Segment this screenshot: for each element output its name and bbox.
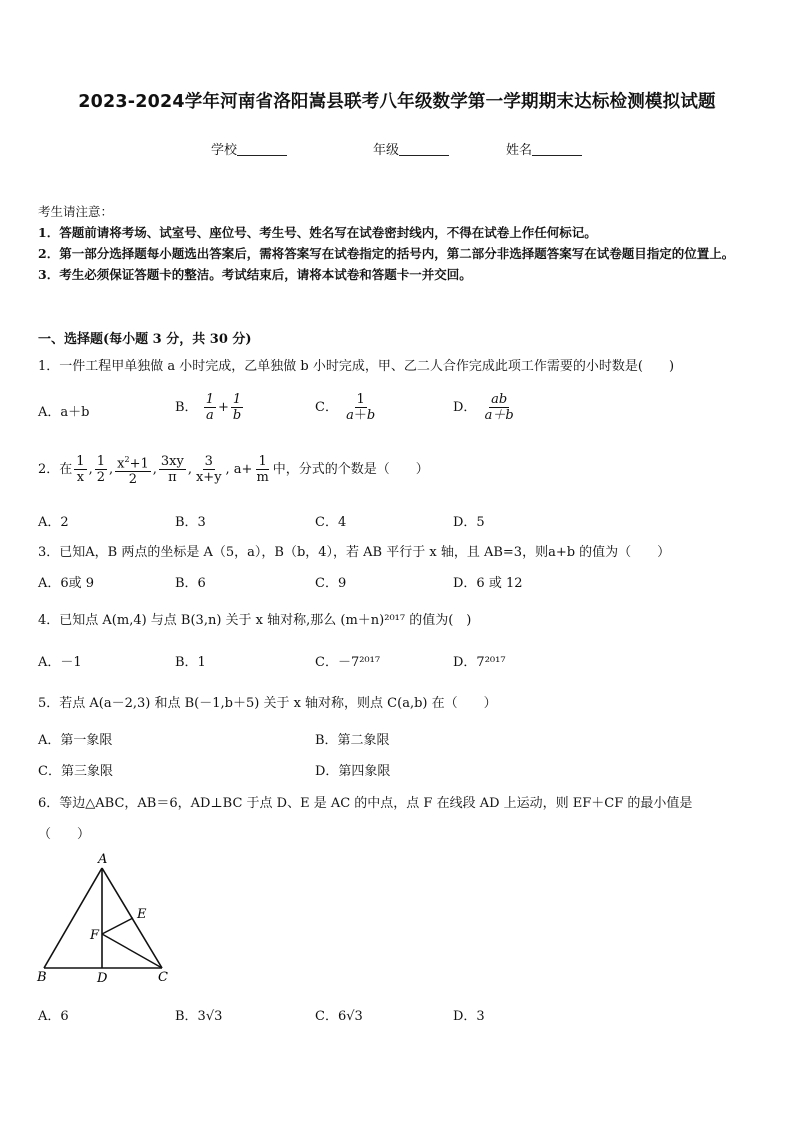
question-2-stem: 2．在 $\frac{1}{x}$ , $\frac{1}{2}$ , $\frac{x^2+1}{2}$ , $\frac{3xy}{\pi}$ , $\frac{3}{x+y}$ , a+ $\frac{1}{m}$ 中，分式的个数是（ ） <box>38 452 763 487</box>
q6-option-d[interactable]: D．3 <box>453 1009 485 1024</box>
q2-option-b[interactable]: B．3 <box>175 515 206 530</box>
label-f: F <box>90 928 100 943</box>
q3-option-a[interactable]: A．6或 9 <box>38 576 95 591</box>
notice-item: 2．第一部分选择题每小题选出答案后，需将答案写在试卷指定的括号内，第二部分非选择题答案写在试卷题目指定的位置上。 <box>38 246 735 261</box>
q6-option-b[interactable]: B．3√3 <box>175 1009 223 1024</box>
q5-option-d[interactable]: D．第四象限 <box>315 764 391 779</box>
name-blank[interactable] <box>532 143 582 156</box>
school-blank[interactable] <box>237 143 287 156</box>
q1-option-b[interactable]: B． $\frac{1}{a}$ + $\frac{1}{b}$ <box>175 392 242 423</box>
notice-heading: 考生请注意： <box>38 204 114 219</box>
school-field <box>211 139 287 158</box>
q5-option-b[interactable]: B．第二象限 <box>315 733 390 748</box>
q2-option-a[interactable]: A．2 <box>38 515 69 530</box>
q4-option-b[interactable]: B．1 <box>175 655 206 670</box>
q6-option-c[interactable]: C．6√3 <box>315 1009 363 1024</box>
question-3-stem: 3．已知A，B 两点的坐标是 A（5，a），B（b，4），若 AB 平行于 x 轴，且 AB=3，则a+b 的值为（ ） <box>38 545 671 560</box>
grade-field <box>373 139 449 158</box>
notice-item: 3．考生必须保证答题卡的整洁。考试结束后，请将本试卷和答题卡一并交回。 <box>38 267 472 282</box>
label-b: B <box>37 970 47 985</box>
q4-option-a[interactable]: A．－1 <box>38 655 82 670</box>
q1-option-c[interactable]: C． $\frac{1}{a+b}$ <box>315 392 376 423</box>
q1-option-d[interactable]: D． $\frac{ab}{a+b}$ <box>453 392 514 423</box>
question-1-stem: 1．一件工程甲单独做 a 小时完成，乙单独做 b 小时完成，甲、乙二人合作完成此项工作需要的小时数是( ) <box>38 359 675 374</box>
question-5-stem: 5．若点 A(a－2,3) 和点 B(－1,b＋5) 关于 x 轴对称，则点 C(a,b) 在（ ） <box>38 696 497 711</box>
label-e: E <box>137 907 147 922</box>
q1-option-a[interactable]: A．a＋b <box>38 405 90 420</box>
notice-item: 1．答题前请将考场、试室号、座位号、考生号、姓名写在试卷密封线内，不得在试卷上作任何标记。 <box>38 225 597 240</box>
q5-option-c[interactable]: C．第三象限 <box>38 764 113 779</box>
triangle-figure <box>34 848 184 988</box>
name-field <box>506 139 582 158</box>
notice-block <box>38 201 763 285</box>
school-label: 学校 <box>211 143 238 158</box>
q4-option-d[interactable]: D．7²⁰¹⁷ <box>453 655 506 670</box>
section-heading: 一、选择题(每小题 3 分，共 30 分) <box>38 332 252 347</box>
q3-option-b[interactable]: B．6 <box>175 576 206 591</box>
side-ab <box>44 868 102 968</box>
label-a: A <box>98 852 108 867</box>
q2-option-d[interactable]: D．5 <box>453 515 485 530</box>
segment-fe <box>102 918 133 934</box>
q2-option-c[interactable]: C．4 <box>315 515 347 530</box>
grade-blank[interactable] <box>399 143 449 156</box>
q6-option-a[interactable]: A．6 <box>38 1009 69 1024</box>
q4-option-c[interactable]: C．－7²⁰¹⁷ <box>315 655 381 670</box>
grade-label: 年级 <box>373 143 400 158</box>
label-d: D <box>97 971 108 986</box>
page-title: 2023-2024学年河南省洛阳嵩县联考八年级数学第一学期期末达标检测模拟试题 <box>78 92 716 112</box>
question-4-stem: 4．已知点 A(m,4) 与点 B(3,n) 关于 x 轴对称,那么 (m＋n)²⁰¹⁷ 的值为( ) <box>38 613 472 628</box>
q3-option-c[interactable]: C．9 <box>315 576 347 591</box>
label-c: C <box>158 970 168 985</box>
name-label: 姓名 <box>506 143 533 158</box>
question-6-paren: （ ） <box>38 827 91 842</box>
question-6-stem: 6．等边△ABC，AB＝6，AD⊥BC 于点 D、E 是 AC 的中点，点 F 在线段 AD 上运动，则 EF＋CF 的最小值是 <box>38 796 693 811</box>
q5-option-a[interactable]: A．第一象限 <box>38 733 113 748</box>
segment-fc <box>102 934 162 968</box>
q3-option-d[interactable]: D．6 或 12 <box>453 576 523 591</box>
